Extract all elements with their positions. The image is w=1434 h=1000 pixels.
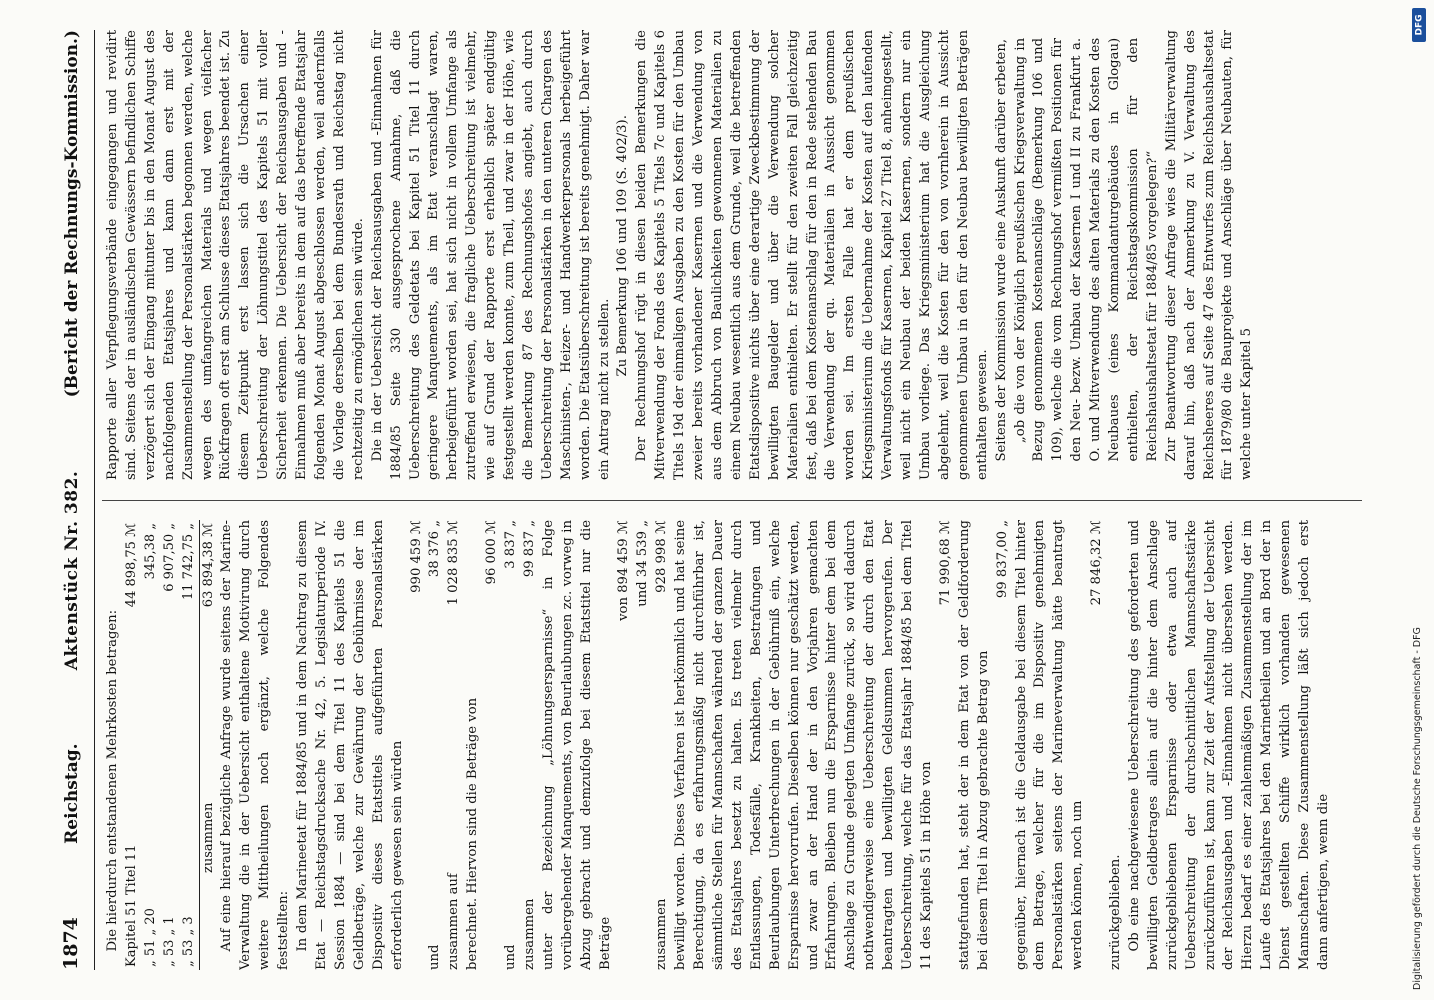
calc-value: 27 846,32 ℳ: [1089, 520, 1105, 606]
paragraph: gegenüber, hiernach ist die Geldausgabe bei diesem Titel hinter dem Betrage, welcher für die im Dispositiv genehmigten Personalstärken seitens der Marineverwaltung hätte beantragt werden können, noch um: [1013, 520, 1086, 970]
digitization-note: Digitalisierung gefördert durch die Deutsche Forschungsgemeinschaft - DFG: [1412, 627, 1423, 990]
calc-label: zusammen: [654, 898, 670, 970]
calc-row: [426, 520, 445, 970]
column-divider: [102, 500, 1362, 501]
calc-sum-row: [653, 520, 672, 970]
cost-label: „ 53 „ 1: [161, 916, 177, 967]
section-heading: Zu Bemerkung 106 und 109 (S. 402/3).: [615, 115, 631, 377]
cost-label: Kapitel 51 Titel 11: [123, 844, 139, 967]
calc-row: [1088, 520, 1107, 970]
calc-row: [994, 520, 1013, 970]
table-row: [161, 520, 180, 970]
header-center-title: Aktenstück Nr. 382.: [62, 470, 82, 671]
calc-value: 990 459 ℳ: [408, 520, 424, 593]
calc-row: [502, 520, 521, 970]
calc-value: von 894 459 ℳ: [616, 520, 632, 621]
calc-label: zusammen auf: [446, 873, 462, 970]
calc-row: [634, 520, 653, 970]
calc-value: und 34 539 „: [635, 520, 651, 607]
rotated-document: [62, 30, 1382, 970]
calc-row: [937, 520, 956, 970]
calc-row: [408, 520, 427, 970]
costs-total-value: 63 894,38 ℳ: [199, 520, 218, 706]
paragraph: unter der Bezeichnung „Löhnungsersparnisse“ in Folge vorübergehender Manquements, von Beurlaubungen zc. vorweg in Abzug gebracht und demzufolge bei diesem Etatstitel nur die Beträge: [540, 520, 613, 970]
cost-label: „ 51 „ 20: [142, 908, 158, 967]
paragraph: Ob eine nachgewiesene Ueberschreitung des geforderten und bewilligten Geldbetrages allein auf die hinter dem Anschlage zurückgebliebenen Ersparnisse oder etwa auch auf Ueberschreitung der durchschnittlichen Mannschaftsstärke zurückzuführen ist, kann zur Zeit der Aufstellung der Uebersicht der Reichsausgaben und -Einnahmen nicht übersehen werden. Hierzu bedarf es einer zahlenmäßigen Zusammenstellung der im Laufe des Etatsjahres bei den Marinetheilen und an Bord der in Dienst gestellten Schiffe wirklich vorhanden gewesenen Mannschaften. Diese Zusammenstellung läßt sich jedoch erst dann anfertigen, wenn die: [1126, 520, 1331, 970]
paragraph: zurückgeblieben.: [1108, 854, 1124, 970]
calc-sum-row: [521, 520, 540, 970]
paragraph: Auf eine hierauf bezügliche Anfrage wurde seitens der Marine-Verwaltung die in der Uebersicht enthaltene Motivirung durch weitere Mittheilungen noch ergänzt, welche Folgendes feststellten:: [219, 520, 292, 970]
calc-label: und: [427, 944, 443, 970]
cost-value: 44 898,75 ℳ: [123, 523, 139, 608]
header-left-title: Reichstag.: [62, 743, 82, 844]
calc-value: 38 376 „: [427, 520, 443, 578]
costs-intro: Die hierdurch entstandenen Mehrkosten betragen:: [105, 609, 120, 952]
cost-value: 6 907,50 „: [161, 523, 177, 592]
page-header: [62, 30, 98, 970]
paragraph: Der Rechnungshof rügt in diesen beiden Bemerkungen die Mitverwendung der Fonds des Kapitels 5 Titels 7c und Kapitels 6 Titels 19d der einmaligen Ausgaben zu den Kosten für den Umbau zweier bereits vorhandener Kasernen und die Verwendung von aus dem Abbruch von Baulichkeiten gewonnenen Materialien zu einem Neubau wesentlich aus dem Grunde, weil die betreffenden Etatsdispositive nichts über eine derartige Zweckbestimmung der bewilligten Baugelder und über die Verwendung solcher Materialien enthielten. Er stellt für den zweiten Fall gleichzeitig fest, daß bei dem Kostenanschlag für den in Rede stehenden Bau die Verwendung der qu. Materialien in Aussicht genommen worden sei. Im ersten Falle hat er dem preußischen Kriegsministerium die Uebernahme der Kosten auf den laufenden Verwaltungsfonds für Kasernen, Kapitel 27 Titel 8, anheimgestellt, weil nicht ein Neubau der beiden Kasernen, sondern nur ein Umbau vorliege. Das Kriegsministerium hat die Ausgleichung abgelehnt, weil die Kosten für den von vornherein in Aussicht genommenen Umbau in den für den Neubau bewilligten Beträgen enthalten gewesen.: [634, 30, 990, 480]
header-rule: [94, 30, 95, 970]
costs-table: [123, 520, 219, 970]
paragraph: berechnet. Hiervon sind die Beträge von: [465, 697, 481, 970]
calc-value: 3 837 „: [503, 520, 519, 569]
dfg-logo-text: DFG: [1414, 14, 1425, 36]
calc-value: 99 837,00 „: [994, 520, 1010, 599]
calc-value: 96 000 ℳ: [484, 520, 500, 585]
cost-label: „ 53 „ 3: [180, 916, 196, 967]
calc-value: 1 028 835 ℳ: [446, 520, 462, 606]
cost-value: 345,38 „: [142, 523, 158, 580]
page-number: 1874: [60, 917, 82, 970]
calc-sum-row: [445, 520, 464, 970]
calc-value: 928 998 ℳ: [654, 520, 670, 593]
costs-total-label: zusammen: [199, 706, 218, 970]
quote: „ob die von der Königlich preußischen Kriegsverwaltung in Bezug genommenen Kostenanschläge (Bemerkung 106 und 109), welche die vom Rechnungshof vermißten Positionen für den Neu- bezw. Umbau der Kasernen I und II zu Frankfurt a. O. und Mitverwendung des alten Materials zu den Kosten des Neubaues (eines Kommandanturgebäudes in Glogau) enthielten, der Reichstagskommission für den Reichshaushaltsetat für 1884/85 vorgelegen?“: [1012, 37, 1160, 462]
calc-value: 99 837 „: [521, 520, 537, 578]
calc-row: [483, 520, 502, 970]
paragraph: Seitens der Kommission wurde eine Auskunft darüber erbeten,: [993, 38, 1009, 462]
table-total-row: [199, 520, 218, 970]
paragraph: Rapporte aller Verpflegungsverbände eingegangen und revidirt sind. Seitens der in ausländischen Gewässern befindlichen Schiffe verzögert sich der Eingang mitunter bis in den Monat August des nachfolgenden Etatsjahres und kann dann erst mit der Zusammenstellung der Personalstärken begonnen werden, welche wegen des umfangreichen Materials und wegen vielfacher Rückfragen oft erst am Schlusse dieses Etatsjahres beendet ist. Zu diesem Zeitpunkt erst lassen sich die Ursachen einer Ueberschreitung der Löhnungstitel des Kapitels 51 mit voller Sicherheit erkennen. Die Uebersicht der Reichsausgaben und -Einnahmen muß aber bereits in dem auf das betreffende Etatsjahr folgenden Monat August abgeschlossen werden, weil andernfalls die Vorlage derselben bei dem Bundesrath und Reichstag nicht rechtzeitig zu ermöglichen sein würde.: [105, 30, 366, 480]
table-row: [123, 520, 142, 970]
header-right-title: (Bericht der Rechnungs-Kommission.): [62, 30, 82, 398]
paragraph: Zur Beantwortung dieser Anfrage wies die Militärverwaltung darauf hin, daß nach der Anmerkung zu V. Verwaltung des Reichsheeres auf Seite 47 des Entwurfes zum Reichshaushaltsetat für 1879/80 die Bauprojekte und Anschläge über Neubauten, für welche unter Kapitel 5: [1163, 30, 1255, 480]
paragraph: In dem Marineetat für 1884/85 und in dem Nachtrag zu diesem Etat — Reichstagsdrucksache Nr. 42, 5. Legislaturperiode IV. Session 1884 — sind bei dem Titel 11 des Kapitels 51 die Geldbeträge, welche zur Gewährung der Gebührnisse der im Dispositiv dieses Etatstitels aufgeführten Personalstärken erforderlich gewesen sein würden: [295, 520, 405, 970]
right-column: [104, 30, 1374, 480]
calc-label: und: [503, 944, 519, 970]
dfg-logo: [1412, 8, 1426, 42]
paragraph: stattgefunden hat, steht der in dem Etat von der Geldforderung bei diesem Titel in Abzug gebrachte Betrag von: [956, 520, 991, 970]
paragraph: Die in der Uebersicht der Reichsausgaben und -Einnahmen für 1884/85 Seite 330 ausgesprochene Annahme, daß die Ueberschreitung des Geldetats bei Kapitel 51 Titel 11 durch geringere Manquements, als im Etat veranschlagt waren, herbeigeführt worden sei, hat sich nicht in vollem Umfange als zutreffend erwiesen, die fragliche Ueberschreitung ist vielmehr, wie auf Grund der Rapporte erst erheblich später endgültig festgestellt werden konnte, zum Theil, und zwar in der Höhe, wie die Bemerkung 87 des Rechnungshofes angiebt, auch durch Ueberschreitung der Personalstärken in den unteren Chargen des Maschinisten-, Heizer- und Handwerkerpersonals herbeigeführt worden. Die Etatsüberschreitung ist bereits genehmigt. Daher war ein Antrag nicht zu stellen.: [369, 30, 612, 480]
calc-value: 71 990,68 ℳ: [937, 520, 953, 606]
left-column: [104, 520, 1374, 970]
paragraph: bewilligt worden. Dieses Verfahren ist herkömmlich und hat seine Berechtigung, da es erfahrungsmäßig nicht durchführbar ist, sämmtliche Stellen für Mannschaften während der ganzen Dauer des Etatsjahres besetzt zu halten. Es treten vielmehr durch Entlassungen, Todesfälle, Krankheiten, Bestrafungen und Beurlaubungen Unterbrechungen in der Gebührniß ein, welche Ersparnisse hervorrufen. Dieselben können nur geschätzt werden, und zwar an der Hand der in den Vorjahren gemachten Erfahrungen. Bleiben nun die Ersparnisse hinter dem bei dem Anschlage zu Grunde gelegten Umfange zurück, so wird dadurch nothwendigerweise eine Ueberschreitung der durch den Etat beantragten und bewilligten Geldsummen hervorgerufen. Der Ueberschreitung, welche für das Etatsjahr 1884/85 bei dem Titel 11 des Kapitels 51 in Höhe von: [673, 520, 934, 970]
calc-row: [615, 520, 634, 970]
table-row: [180, 520, 199, 970]
table-row: [142, 520, 161, 970]
cost-value: 11 742,75 „: [180, 523, 196, 601]
calc-label: zusammen: [521, 898, 537, 970]
